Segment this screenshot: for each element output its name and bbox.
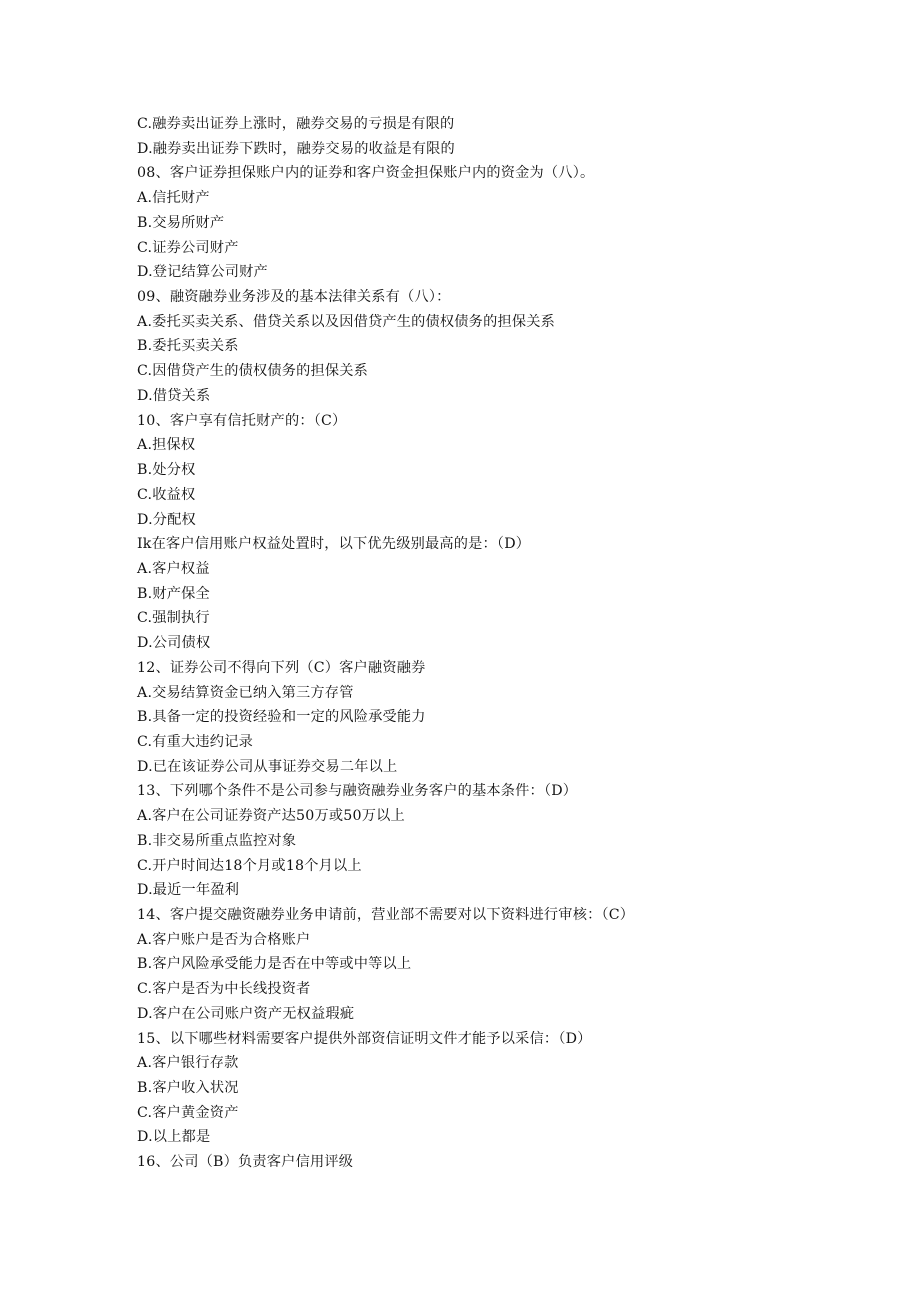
document-line: D.分配权 xyxy=(137,511,196,528)
document-line: 10、客户享有信托财产的：（C） xyxy=(137,412,347,429)
document-line: A.委托买卖关系、借贷关系以及因借贷产生的债权债务的担保关系 xyxy=(137,313,556,330)
document-line: A.信托财产 xyxy=(137,190,210,207)
document-line: A.交易结算资金已纳入第三方存管 xyxy=(137,684,354,701)
document-line: D.最近一年盈利 xyxy=(137,882,240,899)
document-line: D.公司债权 xyxy=(137,635,211,652)
document-line: D.借贷关系 xyxy=(137,387,211,404)
document-line: B.客户风险承受能力是否在中等或中等以上 xyxy=(137,956,412,973)
document-line: C.有重大违约记录 xyxy=(137,733,253,750)
document-line: B.交易所财产 xyxy=(137,214,225,231)
document-line: B.处分权 xyxy=(137,462,196,479)
document-line: C.开户时间达18个月或18个月以上 xyxy=(137,857,362,874)
document-line: C.客户黄金资产 xyxy=(137,1104,239,1121)
document-line: A.客户在公司证券资产达50万或50万以上 xyxy=(137,808,405,825)
document-line: 09、融资融券业务涉及的基本法律关系有（八）： xyxy=(137,289,451,306)
document-line: C.收益权 xyxy=(137,486,196,503)
document-line: 16、公司（B）负责客户信用评级 xyxy=(137,1154,354,1171)
document-line: 13、下列哪个条件不是公司参与融资融券业务客户的基本条件：（D） xyxy=(137,783,578,800)
document-line: 15、以下哪些材料需要客户提供外部资信证明文件才能予以采信：（D） xyxy=(137,1030,592,1047)
document-line: C.融券卖出证券上涨时，融券交易的亏损是有限的 xyxy=(137,116,455,132)
document-line: C.因借贷产生的债权债务的担保关系 xyxy=(137,363,369,380)
document-line: A.客户权益 xyxy=(137,560,210,577)
document-line: D.登记结算公司财产 xyxy=(137,264,268,281)
document-line: A.担保权 xyxy=(137,437,196,454)
document-line: C.客户是否为中长线投资者 xyxy=(137,981,311,998)
document-line: B.非交易所重点监控对象 xyxy=(137,832,297,849)
document-line: D.融券卖出证券下跌时，融券交易的收益是有限的 xyxy=(137,140,455,157)
document-line: C.证券公司财产 xyxy=(137,239,239,256)
document-line: B.财产保全 xyxy=(137,585,210,602)
document-line: 08、客户证券担保账户内的证券和客户资金担保账户内的资金为（八）。 xyxy=(137,165,595,182)
document-line: 12、证券公司不得向下列（C）客户融资融券 xyxy=(137,659,426,676)
document-line: D.以上都是 xyxy=(137,1129,211,1146)
document-line: B.客户收入状况 xyxy=(137,1080,239,1097)
document-line: B.委托买卖关系 xyxy=(137,338,239,355)
document-line: D.已在该证券公司从事证券交易二年以上 xyxy=(137,758,398,775)
document-line: A.客户银行存款 xyxy=(137,1055,239,1072)
document-line: C.强制执行 xyxy=(137,610,210,627)
document-line: A.客户账户是否为合格账户 xyxy=(137,931,311,948)
document-line: Ik在客户信用账户权益处置时，以下优先级别最高的是：（D） xyxy=(137,536,531,553)
document-line: 14、客户提交融资融券业务申请前，营业部不需要对以下资料进行审核：（C） xyxy=(137,907,635,923)
document-line: B.具备一定的投资经验和一定的风险承受能力 xyxy=(137,709,426,726)
document-text-lines xyxy=(137,112,857,1175)
document-line: D.客户在公司账户资产无权益瑕疵 xyxy=(137,1005,355,1022)
